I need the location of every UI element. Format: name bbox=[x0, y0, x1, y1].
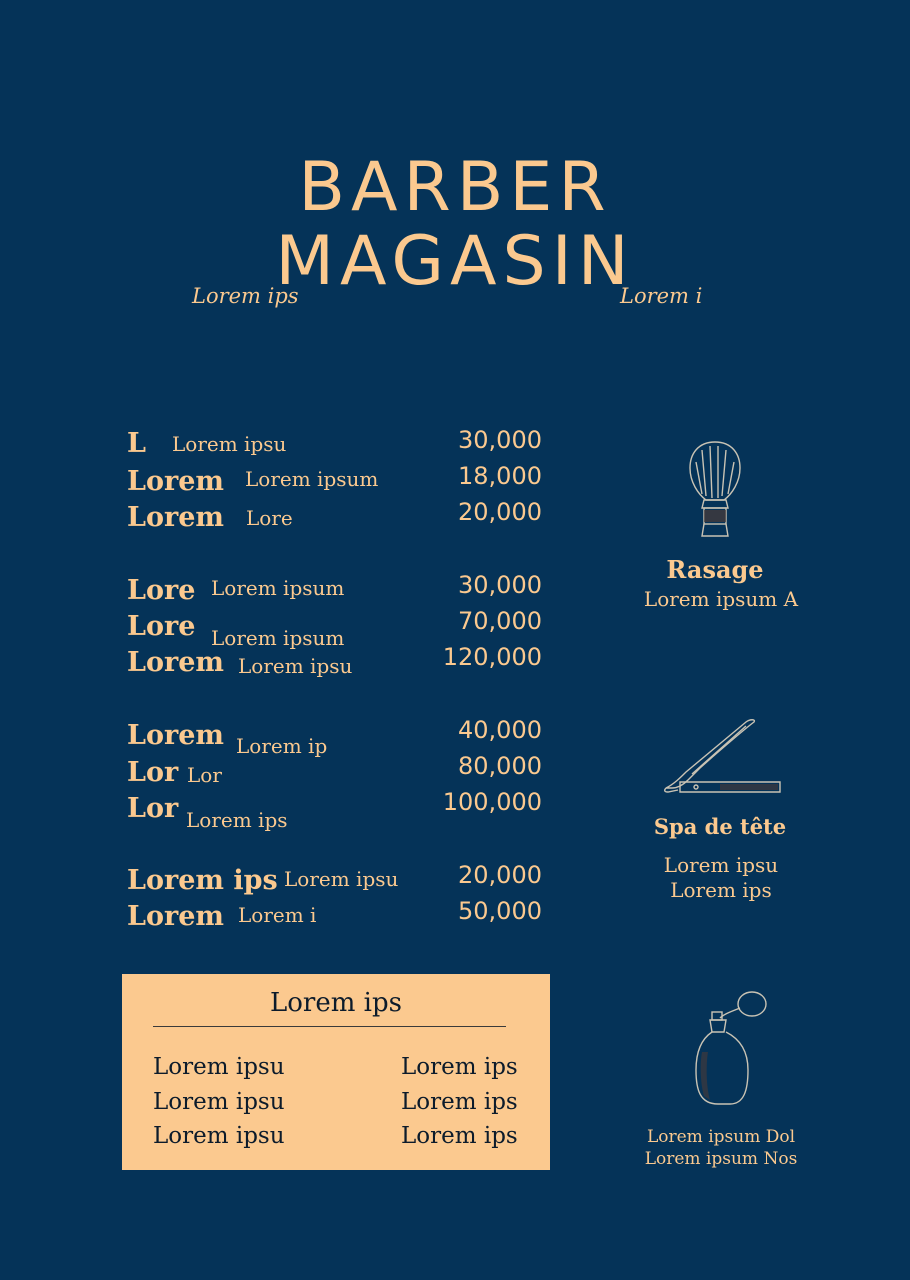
straight-razor-icon bbox=[660, 718, 784, 798]
subtitle-left: Lorem ips bbox=[192, 284, 299, 308]
service-text: Lorem ips bbox=[670, 878, 772, 902]
menu-item-desc: Lorem ips bbox=[186, 808, 288, 832]
menu-item-price: 120,000 bbox=[442, 643, 542, 671]
menu-item-price: 20,000 bbox=[458, 861, 542, 889]
info-box-item: Lorem ips bbox=[401, 1089, 518, 1115]
info-box-item: Lorem ipsu bbox=[153, 1054, 285, 1080]
menu-item-desc: Lorem ipsum bbox=[211, 576, 345, 600]
menu-item-name: Lore bbox=[127, 575, 196, 606]
menu-item-desc: Lorem ipsum bbox=[211, 626, 345, 650]
menu-item-price: 20,000 bbox=[458, 498, 542, 526]
perfume-bottle-icon bbox=[690, 990, 774, 1108]
menu-item-price: 30,000 bbox=[458, 571, 542, 599]
menu-item-price: 70,000 bbox=[458, 607, 542, 635]
menu-item-name: Lor bbox=[127, 793, 179, 824]
menu-item-name: Lor bbox=[127, 757, 179, 788]
subtitle-right: Lorem i bbox=[620, 284, 703, 308]
service-title: Spa de tête bbox=[653, 814, 787, 839]
menu-item-name: Lorem ips bbox=[127, 865, 278, 896]
service-text: Lorem ipsum Nos bbox=[644, 1149, 798, 1169]
menu-item-desc: Lorem ipsu bbox=[284, 867, 399, 891]
info-box-item: Lorem ipsu bbox=[153, 1089, 285, 1115]
title-line-2: MAGASIN bbox=[275, 222, 635, 301]
menu-item-price: 100,000 bbox=[442, 788, 542, 816]
info-box bbox=[122, 974, 550, 1170]
service-text: Lorem ipsum Dol bbox=[646, 1127, 796, 1147]
menu-item-desc: Lorem ip bbox=[236, 734, 328, 758]
service-text: Lorem ipsum A bbox=[643, 587, 799, 611]
menu-item-name: Lorem bbox=[127, 502, 224, 533]
info-box-item: Lorem ips bbox=[401, 1123, 518, 1149]
service-title: Rasage bbox=[666, 555, 764, 584]
menu-item-desc: Lorem ipsum bbox=[245, 467, 379, 491]
menu-item-price: 40,000 bbox=[458, 716, 542, 744]
shaving-brush-icon bbox=[680, 438, 750, 542]
menu-item-desc: Lore bbox=[246, 506, 293, 530]
menu-item-price: 50,000 bbox=[458, 897, 542, 925]
menu-item-name: L bbox=[127, 428, 146, 459]
menu-item-price: 80,000 bbox=[458, 752, 542, 780]
menu-item-price: 30,000 bbox=[458, 426, 542, 454]
info-box-item: Lorem ipsu bbox=[153, 1123, 285, 1149]
info-box-item: Lorem ips bbox=[401, 1054, 518, 1080]
menu-item-name: Lorem bbox=[127, 647, 224, 678]
service-text: Lorem ipsu bbox=[663, 853, 779, 877]
menu-item-desc: Lor bbox=[187, 763, 222, 787]
info-box-title: Lorem ips bbox=[270, 988, 402, 1018]
menu-item-desc: Lorem ipsu bbox=[238, 654, 353, 678]
menu-item-name: Lore bbox=[127, 611, 196, 642]
menu-item-name: Lorem bbox=[127, 466, 224, 497]
info-box-divider bbox=[153, 1026, 506, 1027]
menu-item-name: Lorem bbox=[127, 901, 224, 932]
menu-item-price: 18,000 bbox=[458, 462, 542, 490]
menu-item-desc: Lorem i bbox=[238, 903, 317, 927]
title-line-1: BARBER bbox=[298, 148, 612, 227]
menu-item-desc: Lorem ipsu bbox=[172, 432, 287, 456]
menu-item-name: Lorem bbox=[127, 720, 224, 751]
